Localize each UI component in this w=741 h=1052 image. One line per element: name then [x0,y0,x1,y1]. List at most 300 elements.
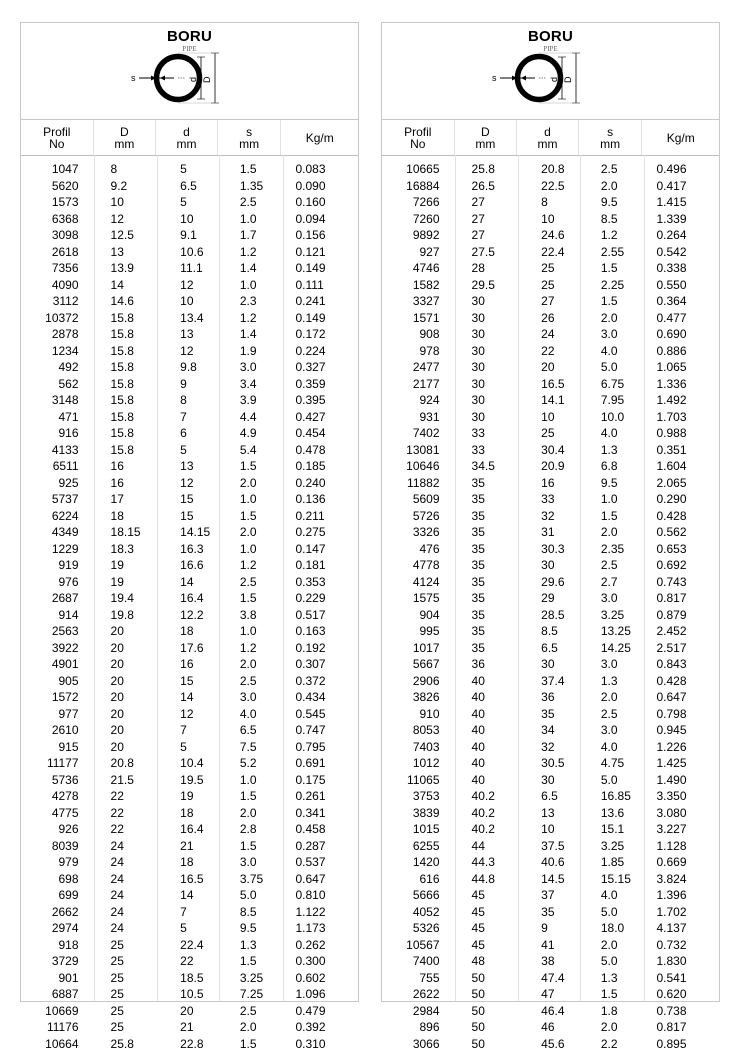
cell-outer-diameter: 50 [455,1037,518,1051]
cell-weight: 0.743 [643,575,719,589]
table-row [21,689,358,706]
cell-outer-diameter: 27 [455,228,518,242]
cell-outer-diameter: 35 [455,624,518,638]
cell-profil-no: 910 [382,707,455,721]
table-row [21,1036,358,1052]
table-row [382,986,719,1003]
table-row [21,211,358,228]
cell-wall-thickness: 2.5 [218,575,282,589]
cell-wall-thickness: 1.5 [579,987,643,1001]
cell-inner-diameter: 41 [517,938,579,952]
cell-weight: 2.517 [643,641,719,655]
cell-inner-diameter: 10.6 [156,245,218,259]
cell-inner-diameter: 18.5 [156,971,218,985]
cell-inner-diameter: 16.6 [156,558,218,572]
cell-wall-thickness: 1.4 [218,261,282,275]
table-row [382,788,719,805]
cell-weight: 0.290 [643,492,719,506]
cell-wall-thickness: 4.0 [579,344,643,358]
cell-profil-no: 9892 [382,228,455,242]
cell-profil-no: 1012 [382,756,455,770]
cell-wall-thickness: 1.5 [218,591,282,605]
table-row [382,194,719,211]
cell-inner-diameter: 24.6 [517,228,579,242]
cell-wall-thickness: 2.0 [218,806,282,820]
cell-outer-diameter: 20 [94,674,157,688]
cell-outer-diameter: 30 [455,393,518,407]
cell-outer-diameter: 44.8 [455,872,518,886]
table-row [21,491,358,508]
cell-wall-thickness: 2.5 [579,558,643,572]
cell-inner-diameter: 14.1 [517,393,579,407]
cell-outer-diameter: 25 [94,1020,157,1034]
cell-inner-diameter: 45.6 [517,1037,579,1051]
table-row [382,838,719,855]
cell-outer-diameter: 20 [94,657,157,671]
cell-inner-diameter: 13 [156,459,218,473]
cell-weight: 2.065 [643,476,719,490]
cell-outer-diameter: 45 [455,888,518,902]
cell-wall-thickness: 1.0 [579,492,643,506]
cell-outer-diameter: 33 [455,426,518,440]
cell-profil-no: 2687 [21,591,94,605]
table-header [21,23,358,120]
cell-weight: 0.163 [282,624,358,638]
cell-wall-thickness: 9.5 [579,195,643,209]
cell-weight: 0.550 [643,278,719,292]
cell-outer-diameter: 50 [455,971,518,985]
table-row [21,590,358,607]
table-body [21,155,358,1052]
cell-profil-no: 5726 [382,509,455,523]
cell-wall-thickness: 2.5 [579,707,643,721]
cell-weight: 0.090 [282,179,358,193]
cell-profil-no: 3098 [21,228,94,242]
cell-wall-thickness: 3.8 [218,608,282,622]
cell-wall-thickness: 8.5 [579,212,643,226]
table-row [382,706,719,723]
cell-outer-diameter: 15.8 [94,443,157,457]
table-row [382,376,719,393]
table-row [21,524,358,541]
cell-inner-diameter: 10.4 [156,756,218,770]
cell-weight: 1.226 [643,740,719,754]
cell-wall-thickness: 5.0 [579,954,643,968]
cell-outer-diameter: 29.5 [455,278,518,292]
cell-profil-no: 7400 [382,954,455,968]
cell-outer-diameter: 40 [455,740,518,754]
cell-profil-no: 5666 [382,888,455,902]
table-row [21,409,358,426]
cell-profil-no: 616 [382,872,455,886]
table-row [21,755,358,772]
cell-profil-no: 2878 [21,327,94,341]
table-row [21,937,358,954]
table-row [382,887,719,904]
cell-wall-thickness: 1.5 [218,509,282,523]
cell-wall-thickness: 4.75 [579,756,643,770]
cell-outer-diameter: 45 [455,921,518,935]
cell-wall-thickness: 4.0 [579,426,643,440]
table-row [382,722,719,739]
table-row [21,953,358,970]
cell-inner-diameter: 22.4 [156,938,218,952]
cell-wall-thickness: 13.25 [579,624,643,638]
table-row [21,277,358,294]
cell-inner-diameter: 10 [517,822,579,836]
table-row [21,1003,358,1020]
cell-weight: 0.300 [282,954,358,968]
cell-inner-diameter: 14.15 [156,525,218,539]
cell-wall-thickness: 1.5 [579,294,643,308]
cell-outer-diameter: 15.8 [94,410,157,424]
cell-profil-no: 896 [382,1020,455,1034]
cell-inner-diameter: 35 [517,905,579,919]
cell-profil-no: 4090 [21,278,94,292]
cell-profil-no: 1573 [21,195,94,209]
cell-inner-diameter: 16.5 [517,377,579,391]
cell-outer-diameter: 40 [455,674,518,688]
cell-profil-no: 3326 [382,525,455,539]
cell-wall-thickness: 1.9 [218,344,282,358]
cell-outer-diameter: 22 [94,806,157,820]
cell-profil-no: 1575 [382,591,455,605]
cell-wall-thickness: 1.5 [218,1037,282,1051]
cell-wall-thickness: 2.0 [579,1020,643,1034]
cell-outer-diameter: 26.5 [455,179,518,193]
cell-inner-diameter: 37 [517,888,579,902]
cell-profil-no: 2974 [21,921,94,935]
table-row [21,227,358,244]
cell-outer-diameter: 9.2 [94,179,157,193]
cell-profil-no: 755 [382,971,455,985]
cell-wall-thickness: 5.0 [579,905,643,919]
table-row [382,805,719,822]
cell-profil-no: 11177 [21,756,94,770]
cell-profil-no: 918 [21,938,94,952]
table-row [21,425,358,442]
table-header [382,23,719,120]
cell-weight: 3.080 [643,806,719,820]
cell-outer-diameter: 30 [455,410,518,424]
cell-weight: 0.647 [643,690,719,704]
cell-profil-no: 3327 [382,294,455,308]
cell-outer-diameter: 30 [455,294,518,308]
cell-weight: 0.160 [282,195,358,209]
cell-profil-no: 926 [21,822,94,836]
cell-inner-diameter: 8.5 [517,624,579,638]
cell-profil-no: 1234 [21,344,94,358]
table-row [21,508,358,525]
cell-weight: 0.181 [282,558,358,572]
cell-outer-diameter: 35 [455,476,518,490]
cell-profil-no: 6224 [21,509,94,523]
cell-wall-thickness: 2.7 [579,575,643,589]
cell-weight: 0.359 [282,377,358,391]
table-row [382,755,719,772]
cell-profil-no: 5736 [21,773,94,787]
cell-wall-thickness: 1.3 [579,443,643,457]
cell-outer-diameter: 15.8 [94,393,157,407]
cell-weight: 0.747 [282,723,358,737]
cell-weight: 0.275 [282,525,358,539]
cell-inner-diameter: 46.4 [517,1004,579,1018]
cell-inner-diameter: 37.5 [517,839,579,853]
cell-inner-diameter: 29 [517,591,579,605]
cell-profil-no: 995 [382,624,455,638]
table-row [382,211,719,228]
cell-profil-no: 10669 [21,1004,94,1018]
cell-wall-thickness: 4.0 [579,740,643,754]
cell-profil-no: 3112 [21,294,94,308]
cell-weight: 0.428 [643,509,719,523]
cell-inner-diameter: 30 [517,657,579,671]
cell-profil-no: 1571 [382,311,455,325]
cell-weight: 0.517 [282,608,358,622]
column-headers [21,120,358,156]
cell-outer-diameter: 27 [455,195,518,209]
cell-wall-thickness: 1.5 [218,839,282,853]
header-weight: Kg/m [281,120,358,155]
cell-outer-diameter: 35 [455,591,518,605]
cell-outer-diameter: 30 [455,377,518,391]
cell-weight: 1.492 [643,393,719,407]
cell-outer-diameter: 17 [94,492,157,506]
cell-inner-diameter: 36 [517,690,579,704]
cell-outer-diameter: 35 [455,492,518,506]
table-row [21,739,358,756]
cell-outer-diameter: 44 [455,839,518,853]
cell-inner-diameter: 27 [517,294,579,308]
table-row [382,673,719,690]
cell-profil-no: 1582 [382,278,455,292]
cell-profil-no: 11065 [382,773,455,787]
cell-outer-diameter: 27.5 [455,245,518,259]
table-row [382,590,719,607]
cell-wall-thickness: 2.2 [579,1037,643,1051]
cell-outer-diameter: 40.2 [455,822,518,836]
table-title: BORU [382,28,719,45]
cell-profil-no: 901 [21,971,94,985]
cell-weight: 0.669 [643,855,719,869]
table-row [382,260,719,277]
cell-inner-diameter: 18 [156,624,218,638]
cell-profil-no: 2984 [382,1004,455,1018]
cell-profil-no: 4052 [382,905,455,919]
table-row [382,970,719,987]
table-row [382,392,719,409]
cell-weight: 0.229 [282,591,358,605]
cell-wall-thickness: 16.85 [579,789,643,803]
cell-weight: 0.240 [282,476,358,490]
cell-outer-diameter: 25 [94,971,157,985]
cell-profil-no: 562 [21,377,94,391]
cell-weight: 0.172 [282,327,358,341]
cell-wall-thickness: 1.5 [218,459,282,473]
cell-weight: 0.653 [643,542,719,556]
cell-outer-diameter: 15.8 [94,344,157,358]
cell-inner-diameter: 14.5 [517,872,579,886]
cell-inner-diameter: 10 [517,212,579,226]
cell-weight: 1.703 [643,410,719,424]
cell-wall-thickness: 3.0 [579,723,643,737]
table-row [382,227,719,244]
cell-weight: 0.241 [282,294,358,308]
header-profil-no: Profil No [382,120,455,155]
cell-wall-thickness: 3.75 [218,872,282,886]
cell-wall-thickness: 3.25 [218,971,282,985]
cell-weight: 0.427 [282,410,358,424]
cell-outer-diameter: 28 [455,261,518,275]
table-row [382,442,719,459]
cell-inner-diameter: 20 [517,360,579,374]
cell-wall-thickness: 1.85 [579,855,643,869]
cell-inner-diameter: 15 [156,509,218,523]
table-row [382,1019,719,1036]
cell-weight: 0.261 [282,789,358,803]
cell-profil-no: 2622 [382,987,455,1001]
cell-weight: 0.478 [282,443,358,457]
cell-outer-diameter: 25.8 [94,1037,157,1051]
cell-profil-no: 931 [382,410,455,424]
cell-wall-thickness: 2.5 [218,1004,282,1018]
table-row [21,326,358,343]
cell-inner-diameter: 10 [517,410,579,424]
cell-outer-diameter: 16 [94,476,157,490]
cell-outer-diameter: 21.5 [94,773,157,787]
cell-weight: 0.496 [643,162,719,176]
table-title: BORU [21,28,358,45]
cell-wall-thickness: 2.5 [218,674,282,688]
cell-profil-no: 11882 [382,476,455,490]
table-row [21,376,358,393]
cell-wall-thickness: 2.0 [218,476,282,490]
cell-weight: 0.395 [282,393,358,407]
cell-profil-no: 976 [21,575,94,589]
cell-weight: 0.732 [643,938,719,952]
cell-weight: 0.307 [282,657,358,671]
cell-inner-diameter: 16.5 [156,872,218,886]
table-row [382,541,719,558]
cell-weight: 0.817 [643,1020,719,1034]
cell-wall-thickness: 3.9 [218,393,282,407]
cell-profil-no: 1017 [382,641,455,655]
cell-inner-diameter: 38 [517,954,579,968]
cell-outer-diameter: 18.3 [94,542,157,556]
table-row [21,194,358,211]
cell-weight: 0.083 [282,162,358,176]
cell-weight: 2.452 [643,624,719,638]
table-row [21,970,358,987]
cell-weight: 0.479 [282,1004,358,1018]
cell-profil-no: 914 [21,608,94,622]
cell-weight: 0.351 [643,443,719,457]
cell-inner-diameter: 12 [156,707,218,721]
table-row [21,838,358,855]
table-row [382,524,719,541]
cell-weight: 0.434 [282,690,358,704]
cell-weight: 0.175 [282,773,358,787]
cell-inner-diameter: 5 [156,162,218,176]
cell-weight: 0.372 [282,674,358,688]
cell-outer-diameter: 12 [94,212,157,226]
cell-inner-diameter: 12 [156,476,218,490]
cell-profil-no: 1229 [21,542,94,556]
cell-weight: 1.415 [643,195,719,209]
cell-inner-diameter: 37.4 [517,674,579,688]
table-row [382,623,719,640]
cell-wall-thickness: 7.95 [579,393,643,407]
cell-inner-diameter: 30 [517,773,579,787]
cell-wall-thickness: 1.4 [218,327,282,341]
cell-weight: 0.537 [282,855,358,869]
table-row [21,788,358,805]
cell-weight: 1.096 [282,987,358,1001]
cell-weight: 1.336 [643,377,719,391]
cell-weight: 1.339 [643,212,719,226]
cell-inner-diameter: 22 [517,344,579,358]
cell-profil-no: 10646 [382,459,455,473]
cell-outer-diameter: 40.2 [455,806,518,820]
cell-outer-diameter: 24 [94,839,157,853]
header-wall-thickness: s mm [579,120,643,155]
cell-inner-diameter: 5 [156,921,218,935]
cell-wall-thickness: 1.2 [218,245,282,259]
cell-inner-diameter: 29.6 [517,575,579,589]
cell-wall-thickness: 5.0 [579,773,643,787]
cell-outer-diameter: 40 [455,723,518,737]
cell-inner-diameter: 24 [517,327,579,341]
cell-outer-diameter: 24 [94,905,157,919]
table-row [21,920,358,937]
cell-profil-no: 2610 [21,723,94,737]
cell-wall-thickness: 2.0 [218,657,282,671]
cell-profil-no: 5326 [382,921,455,935]
cell-wall-thickness: 1.0 [218,212,282,226]
cell-weight: 0.353 [282,575,358,589]
cell-inner-diameter: 13.4 [156,311,218,325]
cell-profil-no: 5609 [382,492,455,506]
cell-weight: 0.454 [282,426,358,440]
cell-wall-thickness: 3.25 [579,608,643,622]
cell-profil-no: 6887 [21,987,94,1001]
cell-weight: 0.477 [643,311,719,325]
cell-weight: 1.425 [643,756,719,770]
cell-inner-diameter: 30.3 [517,542,579,556]
table-row [21,557,358,574]
table-row [382,607,719,624]
cell-profil-no: 905 [21,674,94,688]
cell-inner-diameter: 25 [517,426,579,440]
table-row [21,343,358,360]
cell-wall-thickness: 4.0 [579,888,643,902]
cell-outer-diameter: 19.8 [94,608,157,622]
table-row [382,904,719,921]
cell-profil-no: 3922 [21,641,94,655]
cell-profil-no: 13081 [382,443,455,457]
cell-inner-diameter: 10 [156,294,218,308]
cell-outer-diameter: 36 [455,657,518,671]
label-d: d [188,77,198,82]
table-row [21,359,358,376]
cell-inner-diameter: 35 [517,707,579,721]
cell-weight: 0.692 [643,558,719,572]
table-row [382,557,719,574]
cell-profil-no: 919 [21,558,94,572]
cell-outer-diameter: 24 [94,855,157,869]
table-row [382,739,719,756]
cell-weight: 3.227 [643,822,719,836]
